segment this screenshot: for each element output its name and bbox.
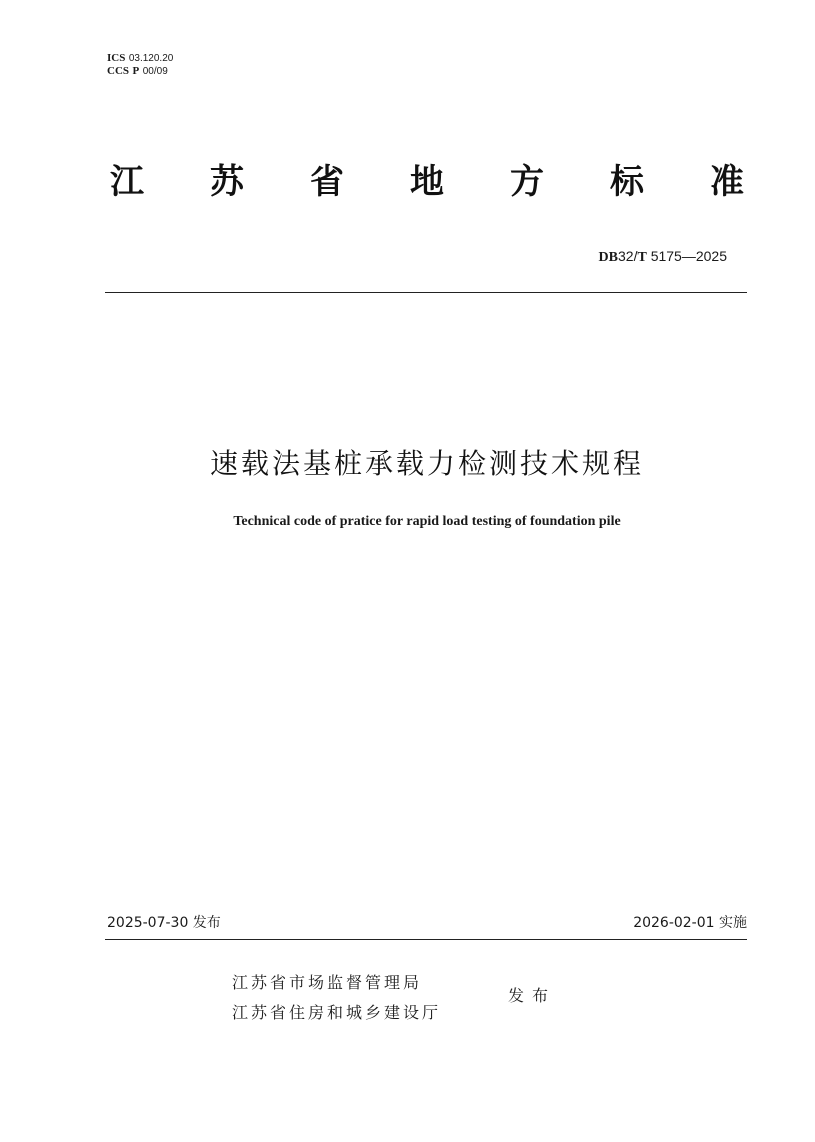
standard-code: [599, 247, 727, 267]
std-prefix-db: DB: [598, 250, 618, 265]
publisher-list: [232, 968, 441, 1028]
main-title-char: 苏: [210, 162, 244, 202]
ccs-p: P: [132, 65, 140, 77]
main-title-char: 江: [110, 162, 144, 202]
issue-date: 2025-07-30 发布: [107, 915, 221, 931]
main-title: [107, 160, 747, 204]
ccs-key: CCS: [107, 65, 130, 77]
ics-key: ICS: [107, 52, 126, 64]
std-prefix-t: T: [637, 250, 647, 265]
document-title-cn: 速载法基桩承载力检测技术规程: [209, 447, 644, 480]
ics-value: 03.120.20: [128, 53, 174, 64]
std-number: 5175—2025: [646, 248, 727, 264]
main-title-char: 方: [510, 162, 544, 202]
bottom-divider: [105, 939, 747, 940]
implement-date: 2026-02-01 实施: [633, 915, 747, 931]
std-region: 32/: [618, 248, 638, 264]
document-title-en: Technical code of pratice for rapid load testing of foundation pile: [233, 514, 621, 529]
ccs-value: 00/09: [142, 66, 168, 77]
ccs-line: [107, 65, 173, 78]
main-title-char: 准: [710, 162, 744, 202]
main-title-char: 省: [310, 162, 344, 202]
main-title-char: 地: [410, 162, 444, 202]
classification-block: [107, 52, 173, 78]
publish-label: 发布: [508, 986, 557, 1005]
publisher-name: 江苏省市场监督管理局: [232, 973, 423, 992]
main-title-char: 标: [610, 162, 644, 202]
publisher-name: 江苏省住房和城乡建设厅: [232, 1003, 442, 1022]
top-divider: [105, 292, 747, 293]
